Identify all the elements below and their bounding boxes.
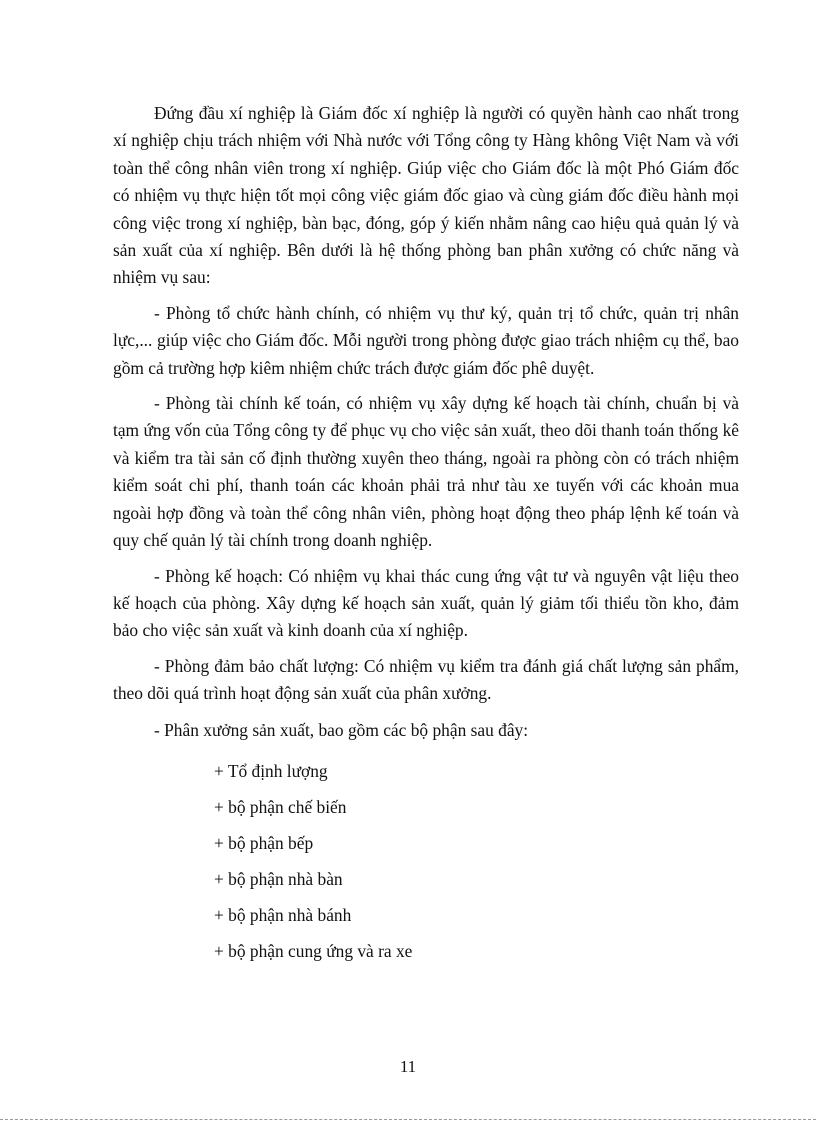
paragraph-admin-department: - Phòng tổ chức hành chính, có nhiệm vụ thư ký, quản trị tổ chức, quản trị nhân lực,... giúp việc cho Giám đốc. Mỗi người trong phòng được giao trách nhiệm cụ thể, bao gồm cả trường hợp kiêm nhiệm chức trách được giám đốc phê duyệt.: [113, 302, 739, 378]
list-item: + Tổ định lượng: [214, 760, 328, 781]
paragraph-quality-department: - Phòng đảm bảo chất lượng: Có nhiệm vụ kiểm tra đánh giá chất lượng sản phẩm, theo dõi quá trình hoạt động sản xuất của phân xưởng.: [113, 655, 739, 704]
paragraph-finance-department: - Phòng tài chính kế toán, có nhiệm vụ xây dựng kế hoạch tài chính, chuẩn bị và tạm ứng vốn của Tổng công ty để phục vụ cho việc sản xuất, theo dõi thanh toán thống kê và kiểm tra tài sản cố định thường xuyên theo tháng, ngoài ra phòng còn có trách nhiệm kiểm soát chi phí, thanh toán các khoản phải trả như tàu xe tuyến với các khoản mua ngoài hợp đồng và toàn thể công nhân viên, phòng hoạt động theo pháp lệnh kế toán và quy chế quản lý tài chính trong doanh nghiệp.: [113, 393, 739, 551]
list-item: + bộ phận chế biến: [214, 796, 347, 817]
paragraph-management-overview: Đứng đầu xí nghiệp là Giám đốc xí nghiệp là người có quyền hành cao nhất trong xí nghiệp chịu trách nhiệm với Nhà nước với Tổng công ty Hàng không Việt Nam và với toàn thể công nhân viên trong xí nghiệp. Giúp việc cho Giám đốc là một Phó Giám đốc có nhiệm vụ thực hiện tốt mọi công việc giám đốc giao và cùng giám đốc điều hành mọi công việc trong xí nghiệp, bàn bạc, đóng, góp ý kiến nhằm nâng cao hiệu quả quản lý và sản xuất của xí nghiệp. Bên dưới là hệ thống phòng ban phân xưởng có chức năng và nhiệm vụ sau:: [113, 103, 739, 288]
list-item: + bộ phận cung ứng và ra xe: [214, 940, 413, 961]
page-bottom-divider: [0, 1119, 816, 1122]
list-item: + bộ phận nhà bàn: [214, 868, 343, 889]
document-body: [113, 100, 739, 969]
list-item: + bộ phận nhà bánh: [214, 904, 352, 925]
list-item: + bộ phận bếp: [214, 832, 314, 853]
paragraph-production-workshop: - Phân xưởng sản xuất, bao gồm các bộ phận sau đây:: [154, 719, 529, 740]
paragraph-planning-department: - Phòng kế hoạch: Có nhiệm vụ khai thác cung ứng vật tư và nguyên vật liệu theo kế hoạch của phòng. Xây dựng kế hoạch sản xuất, quản lý giảm tối thiểu tồn kho, đảm bảo cho việc sản xuất và kinh doanh của xí nghiệp.: [113, 565, 739, 641]
workshop-units-list: [113, 753, 739, 969]
page-number: 11: [399, 1057, 417, 1076]
